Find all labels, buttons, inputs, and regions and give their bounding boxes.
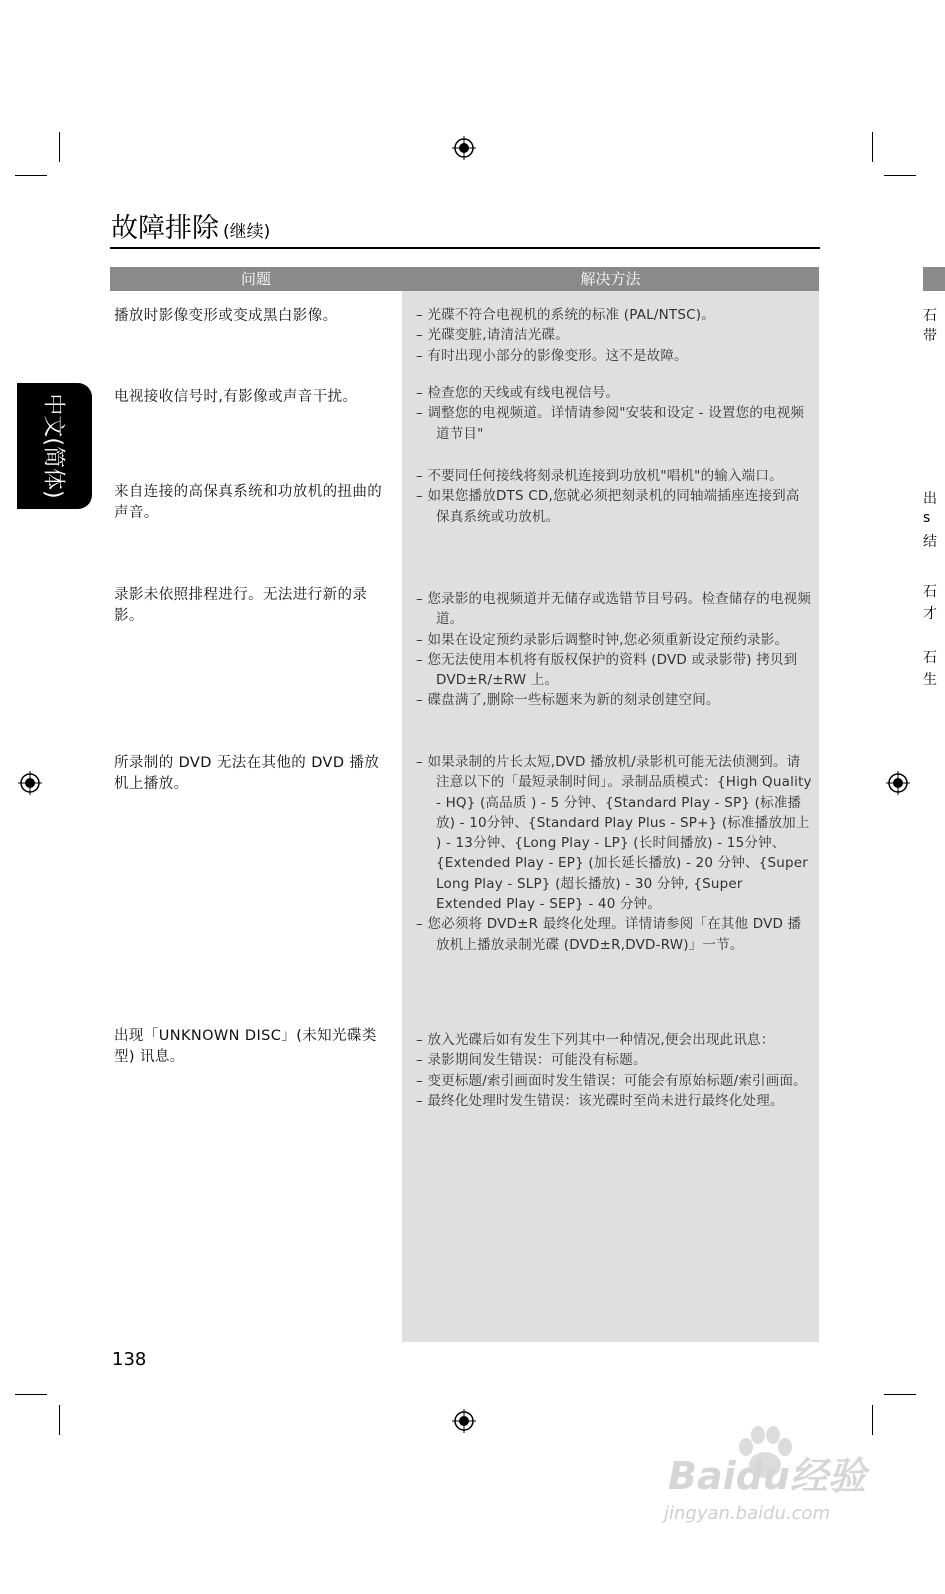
- crop-mark: [15, 1394, 47, 1395]
- solution-list: [416, 1030, 812, 1111]
- solution-item: – 光碟不符合电视机的系统的标准 (PAL/NTSC)。: [416, 305, 812, 325]
- adjacent-page-header-fragment: [923, 267, 945, 291]
- adjacent-page-text-fragment: 生: [923, 672, 937, 688]
- solution-item: – 录影期间发生错误：可能没有标题。: [416, 1050, 812, 1070]
- crop-mark: [59, 132, 60, 162]
- registration-mark-icon: [452, 1409, 476, 1433]
- solution-item: – 碟盘满了,删除一些标题来为新的刻录创建空间。: [416, 690, 812, 710]
- problem-text: 电视接收信号时,有影像或声音干扰。: [114, 389, 358, 405]
- baidu-watermark: [660, 1425, 885, 1545]
- watermark-logo-text: Baidu经验: [668, 1454, 866, 1498]
- problem-text: 出现「UNKNOWN DISC」(未知光碟类型) 讯息。: [114, 1028, 377, 1065]
- adjacent-page-text-fragment: 带: [923, 328, 937, 344]
- problem-text: 所录制的 DVD 无法在其他的 DVD 播放机上播放。: [114, 755, 380, 792]
- watermark-url: jingyan.baidu.com: [664, 1503, 831, 1524]
- adjacent-page-text-fragment: 结: [923, 534, 937, 550]
- page-title: [111, 206, 270, 245]
- solution-list: [416, 305, 812, 366]
- column-header-problem: 问题: [110, 267, 402, 291]
- crop-mark: [872, 132, 873, 162]
- solution-item: – 您录影的电视频道并无储存或选错节目号码。检查储存的电视频道。: [416, 589, 812, 630]
- solution-list: [416, 383, 812, 444]
- problem-text: 来自连接的高保真系统和功放机的扭曲的声音。: [114, 484, 383, 521]
- page-subtitle: (继续): [223, 222, 271, 242]
- page-number: 138: [112, 1349, 147, 1370]
- crop-mark: [59, 1405, 60, 1435]
- page-title-text: 故障排除: [111, 213, 219, 244]
- solution-item: – 如果录制的片长太短,DVD 播放机/录影机可能无法侦测到。请注意以下的「最短录制时间」。录制品质模式：{High Quality - HQ} (高品质 ) - 5 分钟、{Standard Play - SP} (标准播放) - 10分钟、{Standard Play Plus - SP+} (标准播放加上 ) - 13分钟、{Long Play - LP} (长时间播放) - 15分钟、{Extended Play - EP} (加长延长播放) - 20 分钟、{Super Long Play - SLP} (超长播放) - 30 分钟, {Super Extended Play - SEP} - 40 分钟。: [416, 752, 812, 914]
- registration-mark-icon: [886, 771, 910, 795]
- crop-mark: [15, 175, 47, 176]
- solution-item: – 不要同任何接线将刻录机连接到功放机"唱机"的输入端口。: [416, 466, 812, 486]
- solution-item: – 如果在设定预约录影后调整时钟,您必须重新设定预约录影。: [416, 630, 812, 650]
- solution-item: – 检查您的天线或有线电视信号。: [416, 383, 812, 403]
- solution-item: – 光碟变脏,请清洁光碟。: [416, 325, 812, 345]
- adjacent-page-text-fragment: s: [923, 510, 931, 526]
- adjacent-page-text-fragment: 石: [923, 650, 937, 666]
- solution-item: – 如果您播放DTS CD,您就必须把刻录机的同轴端插座连接到高保真系统或功放机。: [416, 486, 812, 527]
- solution-item: – 有时出现小部分的影像变形。这不是故障。: [416, 346, 812, 366]
- solution-item: – 您必须将 DVD±R 最终化处理。详情请参阅「在其他 DVD 播放机上播放录制光碟 (DVD±R,DVD-RW)」一节。: [416, 914, 812, 955]
- crop-mark: [884, 175, 916, 176]
- solution-list: [416, 466, 812, 527]
- solution-item: – 变更标题/索引画面时发生错误：可能会有原始标题/索引画面。: [416, 1071, 812, 1091]
- column-header-solution: 解决方法: [402, 267, 819, 291]
- registration-mark-icon: [18, 771, 42, 795]
- solution-item: – 最终化处理时发生错误：该光碟时至尚未进行最终化处理。: [416, 1091, 812, 1111]
- language-side-tab-label: 中文(简体): [40, 393, 66, 499]
- solution-list: [416, 589, 812, 711]
- registration-mark-icon: [452, 136, 476, 160]
- solution-item: – 您无法使用本机将有版权保护的资料 (DVD 或录影带) 拷贝到 DVD±R/±RW 上。: [416, 650, 812, 691]
- adjacent-page-text-fragment: 才: [923, 606, 937, 622]
- solution-list: [416, 752, 812, 955]
- crop-mark: [884, 1394, 916, 1395]
- adjacent-page-text-fragment: 出: [923, 491, 937, 507]
- adjacent-page-text-fragment: 石: [923, 584, 937, 600]
- problem-text: 录影未依照排程进行。无法进行新的录影。: [114, 587, 368, 624]
- adjacent-page-text-fragment: 石: [923, 308, 937, 324]
- problem-text: 播放时影像变形或变成黑白影像。: [114, 308, 338, 324]
- title-divider: [110, 247, 820, 249]
- solution-item: – 调整您的电视频道。详情请参阅"安装和设定 - 设置您的电视频道节目": [416, 403, 812, 444]
- solution-item: – 放入光碟后如有发生下列其中一种情况,便会出现此讯息：: [416, 1030, 812, 1050]
